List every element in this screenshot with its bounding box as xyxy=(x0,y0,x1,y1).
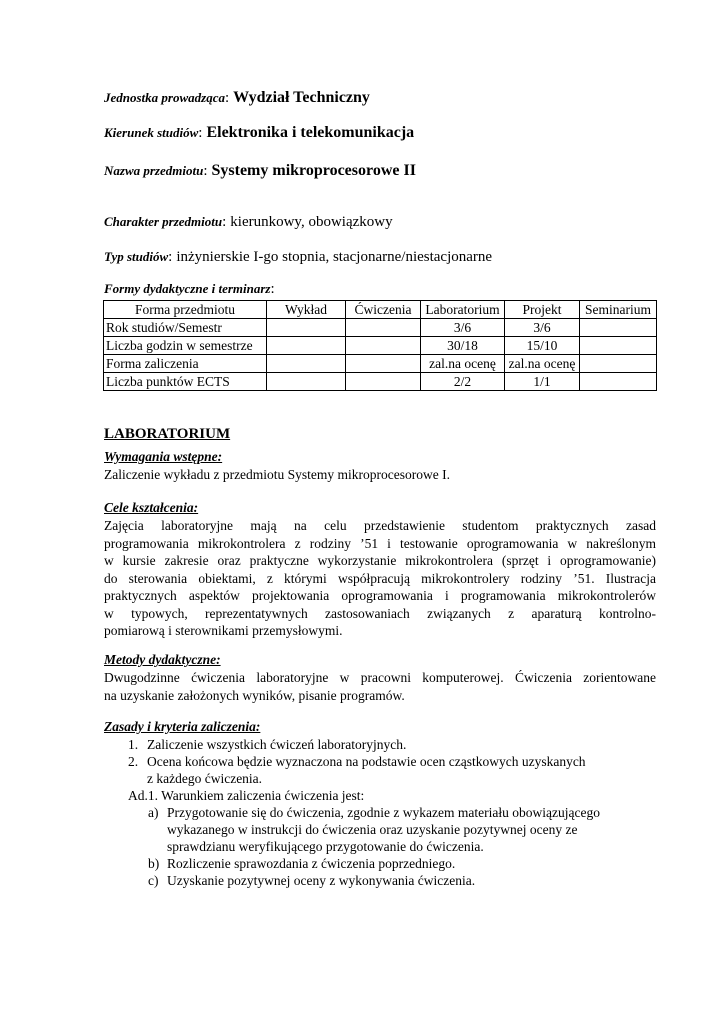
methods-heading: Metody dydaktyczne: xyxy=(104,652,221,667)
text-line: Zajęcia laboratoryjne mają na celu przedstawienie studentom praktycznych zasad xyxy=(104,518,656,533)
ad-number: a) xyxy=(148,805,159,820)
sep: : xyxy=(224,90,230,106)
ad-number: b) xyxy=(148,856,160,871)
table-cell xyxy=(580,337,657,355)
sep: : xyxy=(203,163,208,179)
field-value: Elektronika i telekomunikacja xyxy=(206,124,415,141)
prereq-heading: Wymagania wstępne: xyxy=(104,449,223,464)
row-label-cell: Liczba godzin w semestrze xyxy=(104,337,267,355)
rule-text: Ocena końcowa będzie wyznaczona na podstawie ocen cząstkowych uzyskanych xyxy=(147,754,586,769)
table-cell: 30/18 xyxy=(421,337,505,355)
text-line: w typowych, reprezentatywnych zastosowaniach związanych z aparaturą kontrolno- xyxy=(104,605,656,621)
table-cell: zal.na ocenę xyxy=(421,355,505,373)
rule-number: 1. xyxy=(128,737,139,752)
header-cell: Ćwiczenia xyxy=(346,301,421,319)
table-cell xyxy=(580,373,657,391)
type-line xyxy=(104,248,492,266)
table-cell xyxy=(580,355,657,373)
rule-item xyxy=(128,753,586,786)
table-row xyxy=(104,319,657,337)
table-cell xyxy=(346,337,421,355)
table-row xyxy=(104,355,657,373)
forms-table xyxy=(103,300,657,391)
row-label-cell: Rok studiów/Semestr xyxy=(104,319,267,337)
text-line: pomiarową i sterownikami przemysłowymi. xyxy=(104,623,343,638)
table-row xyxy=(104,337,657,355)
table-cell xyxy=(346,355,421,373)
header-cell: Wykład xyxy=(267,301,346,319)
ad-label: Ad.1. Warunkiem zaliczenia ćwiczenia jest: xyxy=(128,788,365,803)
text-line: w kursie zakresie oraz praktyczne wykorzystanie mikrokontrolera (sprzęt i oprogramowanie) xyxy=(104,553,656,568)
table-cell: zal.na ocenę xyxy=(505,355,580,373)
field-line xyxy=(104,124,414,142)
rule-text: z każdego ćwiczenia. xyxy=(147,771,263,786)
rule-item xyxy=(128,736,407,754)
subject-label: Nazwa przedmiotu xyxy=(104,163,204,178)
text-line: Dwugodzinne ćwiczenia laboratoryjne w pracowni komputerowej. Ćwiczenia zorientowane xyxy=(104,670,656,685)
forms-caption xyxy=(104,280,275,298)
unit-value: Wydział Techniczny xyxy=(233,89,370,106)
ad-item xyxy=(148,855,456,873)
field-label: Kierunek studiów xyxy=(104,125,199,140)
character-label: Charakter przedmiotu xyxy=(104,214,223,229)
subject-value: Systemy mikroprocesorowe II xyxy=(211,162,416,179)
character-line xyxy=(104,213,393,231)
prereq-text: Zaliczenie wykładu z przedmiotu Systemy mikroprocesorowe I. xyxy=(104,467,451,482)
row-label-cell: Forma zaliczenia xyxy=(104,355,267,373)
table-cell xyxy=(267,337,346,355)
sep: : xyxy=(198,125,203,141)
unit-line xyxy=(104,89,370,107)
table-cell xyxy=(267,355,346,373)
sep: : xyxy=(270,281,275,297)
forms-label: Formy dydaktyczne i terminarz xyxy=(104,281,271,296)
table-row xyxy=(104,373,657,391)
table-cell: 1/1 xyxy=(505,373,580,391)
header-cell: Forma przedmiotu xyxy=(104,301,267,319)
ad-text: Uzyskanie pozytywnej oceny z wykonywania ćwiczenia. xyxy=(167,873,476,888)
ad-text: Rozliczenie sprawozdania z ćwiczenia poprzedniego. xyxy=(167,856,456,871)
text-line: programowania mikrokontrolera z rodziny ’51 i testowanie oprogramowania w nakreślonym xyxy=(104,535,656,551)
header-cell: Seminarium xyxy=(580,301,657,319)
table-cell: 3/6 xyxy=(505,319,580,337)
table-cell: 15/10 xyxy=(505,337,580,355)
table-cell xyxy=(346,319,421,337)
row-label-cell: Liczba punktów ECTS xyxy=(104,373,267,391)
ad-text: sprawdzianu weryfikującego przygotowanie do ćwiczenia. xyxy=(167,839,484,854)
table-cell xyxy=(346,373,421,391)
table-cell: 2/2 xyxy=(421,373,505,391)
rule-number: 2. xyxy=(128,754,139,769)
header-cell: Projekt xyxy=(505,301,580,319)
unit-label: Jednostka prowadząca xyxy=(104,90,225,105)
type-value: inżynierskie I-go stopnia, stacjonarne/niestacjonarne xyxy=(176,249,493,265)
section-title: LABORATORIUM xyxy=(104,426,231,442)
subject-line xyxy=(104,162,416,180)
goals-heading: Cele kształcenia: xyxy=(104,500,199,515)
character-value: kierunkowy, obowiązkowy xyxy=(230,214,393,230)
rules-heading: Zasady i kryteria zaliczenia: xyxy=(104,719,261,734)
sep: : xyxy=(168,249,173,265)
header-cell: Laboratorium xyxy=(421,301,505,319)
table-cell xyxy=(267,319,346,337)
ad-text: wykazanego w instrukcji do ćwiczenia oraz uzyskanie pozytywnej oceny ze xyxy=(167,822,578,837)
table-header-row xyxy=(104,301,657,319)
methods-paragraph xyxy=(104,669,656,704)
ad-text: Przygotowanie się do ćwiczenia, zgodnie z wykazem materiału obowiązującego xyxy=(167,805,600,820)
text-line: na uzyskanie założonych wyników, pisanie programów. xyxy=(104,687,405,703)
ad-item xyxy=(148,804,600,854)
ad-item xyxy=(148,872,476,890)
rule-text: Zaliczenie wszystkich ćwiczeń laboratoryjnych. xyxy=(147,737,407,752)
goals-paragraph xyxy=(104,517,656,640)
sep: : xyxy=(222,214,227,230)
ad-number: c) xyxy=(148,873,159,888)
table-cell xyxy=(580,319,657,337)
type-label: Typ studiów xyxy=(104,249,169,264)
text-line: do sterowania obiektami, z którymi współpracują mikrokontrolery rodziny ’51. Ilustracja xyxy=(104,570,656,586)
table-cell xyxy=(267,373,346,391)
table-cell: 3/6 xyxy=(421,319,505,337)
text-line: praktycznych aspektów projektowania oprogramowania i programowania mikrokontrolerów xyxy=(104,588,656,603)
